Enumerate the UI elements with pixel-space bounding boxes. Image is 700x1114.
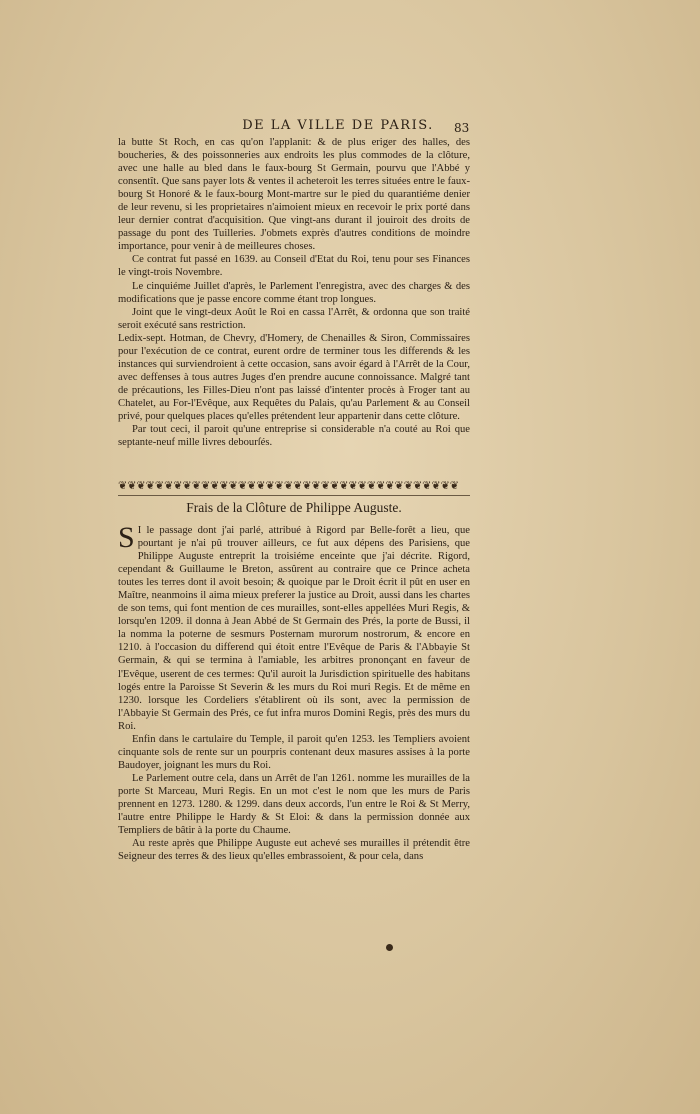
paragraph: Le Parlement outre cela, dans un Arrêt de l'an 1261. nomme les murailles de la porte St Marceau, Muri Regis. En un mot c'est le nom que les murs de Paris prennent en 1273. 1280. & 1299. dans deux accords, l'un entre le Roi & St Merry, l'autre entre Philippe le Hardy & St Eloi: & dans la permission donnée aux Templiers de bâtir à la porte du Chaume.: [118, 772, 470, 837]
paragraph: la butte St Roch, en cas qu'on l'applanit: & de plus eriger des halles, des boucheries, & des poissonneries aux endroits les plus commodes de la clôture, avec une halle au bled dans le faux-bourg St Germain, pourvu que l'Abbé y consentît. Que sans payer lots & ventes il acheteroit les terres situées entre le faux-bourg St Honoré & le faux-bourg Mont-martre sur le pied du quarantiéme denier de leur revenu, si les proprietaires n'aimoient mieux en recevoir le prix porté dans leur dernier contrat d'acquisition. Que vingt-ans durant il jouiroit des droits de passage du pont des Tuilleries. J'obmets exprès d'autres conditions de moindre importance, pour venir à de meilleures choses.: [118, 137, 470, 253]
first-paragraph-text: I le passage dont j'ai parlé, attribué à Rigord par Belle-forêt a lieu, que pourtant je n'ai pû trouver ailleurs, ce fut aux dépens des Parisiens, que Philippe Auguste entreprit la troisiéme enceinte que j'ai décrite. Rigord, cependant & Guillaume le Breton, assûrent au contraire que ce Prince acheta toutes les terres dont il avoit besoin; & quoique par le Droit écrit il pût en user en Maître, neanmoins il aima mieux preferer la justice au Droit, aussi dans les chartes de son tems, qui font mention de ces murailles, sont-elles appellées Muri Regis, & lorsqu'en 1209. il donna à Jean Abbé de St Germain des Prés, la porte de Bussi, il la nomma la poterne de sesmurs Posternam murorum nostrorum, & encore en 1210. à l'occasion du differend qui étoit entre l'Evêque de Paris & l'Abbayie St Germain, & qui se termina à l'amiable, les arbitres prononçant en faveur de l'Evêque, userent de ces termes: Qu'il auroit la Jurisdiction spirituelle des habitans logés entre la Paroisse St Severin & les murs du Roi muri Regis. Et de même en 1230. lorsque les Cordeliers s'établirent où ils sont, avec la permission de l'Abbayie St Germain des Prés, ce fut infra muros Domini Regis, près des murs du Roi.: [118, 525, 470, 732]
paragraph: Joint que le vingt-deux Août le Roi en cassa l'Arrêt, & ordonna que son traité seroit exécuté sans restriction.: [118, 306, 470, 331]
paragraph: Ledix-sept. Hotman, de Chevry, d'Homery, de Chenailles & Siron, Commissaires pour l'exécution de ce contrat, eurent ordre de terminer tous les differends & les instances qui surviendroient à cette occasion, sans avoir égard à l'Arrêt de la Cour, avec deffenses à tous autres Juges d'en prendre aucune connoissance. Malgré tant de précautions, les Filles-Dieu n'ont pas laissé d'intenter procès à Froger tant au Chatelet, au For-l'Evêque, aux Requêtes du Palais, qu'au Parlement & au Conseil privé, pour quelques places qu'elles prétendent leur appartenir dans cette clôture.: [118, 332, 470, 422]
divider: [118, 495, 470, 496]
page-number: 83: [454, 121, 470, 135]
first-paragraph: [118, 521, 470, 733]
paragraph: Par tout ceci, il paroit qu'une entreprise si considerable n'a couté au Roi que septante-neuf mille livres debourſés.: [118, 424, 470, 449]
paragraph: Ce contrat fut passé en 1639. au Conseil d'Etat du Roi, tenu pour ses Finances le vingt-trois Novembre.: [118, 254, 470, 279]
drop-cap: S: [118, 521, 135, 554]
paragraph: Au reste après que Philippe Auguste eut achevé ses murailles il prétendit être Seigneur des terres & des lieux qu'elles embrassoient, & pour cela, dans: [118, 838, 470, 863]
paragraph: Le cinquiéme Juillet d'après, le Parlement l'enregistra, avec des charges & des modifications que je passe encore comme étant trop longues.: [118, 280, 470, 305]
decorative-ornament-band: [118, 477, 470, 493]
paragraph: Enfin dans le cartulaire du Temple, il paroit qu'en 1253. les Templiers avoient cinquante sols de rente sur un pourpris contenant deux masures assises à la porte Baudoyer, joignant les murs du Roi.: [118, 733, 470, 771]
section-title: Frais de la Clôture de Philippe Auguste.: [186, 500, 402, 515]
running-title: DE LA VILLE DE PARIS.: [242, 118, 434, 133]
top-text-block: [118, 136, 470, 449]
fleuron-icon: ❦❦❦❦❦❦❦❦❦❦❦❦❦❦❦❦❦❦❦❦❦❦❦❦❦❦❦❦❦❦❦❦❦❦❦❦❦: [118, 478, 460, 492]
bottom-text-block: [118, 521, 470, 863]
ink-spot-icon: [386, 944, 393, 951]
